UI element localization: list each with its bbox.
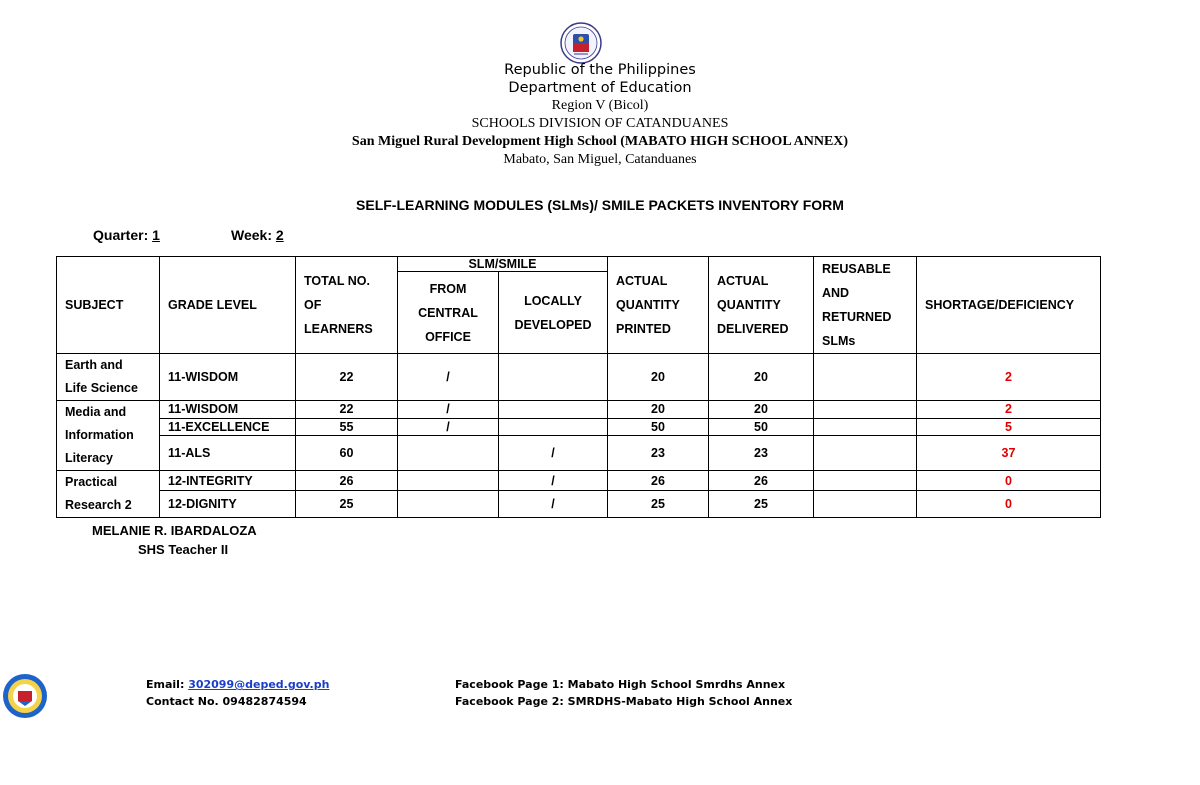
grade-cell: 12-INTEGRITY bbox=[160, 471, 296, 491]
header-subject: SUBJECT bbox=[57, 257, 160, 354]
subject-cell: Earth and Life Science bbox=[57, 354, 160, 401]
footer-contact-number: Contact No. 09482874594 bbox=[146, 695, 307, 708]
reusable-cell bbox=[814, 354, 917, 401]
week-field bbox=[231, 227, 284, 243]
quarter-value: 1 bbox=[152, 227, 160, 243]
deped-seal-logo bbox=[560, 22, 602, 64]
header-actual-delivered: ACTUAL QUANTITY DELIVERED bbox=[709, 257, 814, 354]
header-grade-level: GRADE LEVEL bbox=[160, 257, 296, 354]
central-cell bbox=[398, 491, 499, 518]
learners-cell: 26 bbox=[296, 471, 398, 491]
footer-facebook bbox=[455, 676, 792, 710]
learners-cell: 55 bbox=[296, 418, 398, 436]
header-address: Mabato, San Miguel, Catanduanes bbox=[503, 152, 697, 167]
shortage-cell: 2 bbox=[917, 354, 1101, 401]
inventory-table bbox=[56, 256, 1101, 518]
local-cell: / bbox=[499, 491, 608, 518]
subject-cell: Media and Information Literacy bbox=[57, 401, 160, 471]
local-cell bbox=[499, 418, 608, 436]
central-cell bbox=[398, 436, 499, 471]
reusable-cell bbox=[814, 491, 917, 518]
table-row bbox=[57, 471, 1101, 491]
table-row bbox=[57, 401, 1101, 419]
delivered-cell: 23 bbox=[709, 436, 814, 471]
printed-cell: 25 bbox=[608, 491, 709, 518]
central-cell: / bbox=[398, 401, 499, 419]
header-from-central: FROM CENTRAL OFFICE bbox=[398, 272, 499, 354]
printed-cell: 23 bbox=[608, 436, 709, 471]
week-value: 2 bbox=[275, 227, 284, 243]
printed-cell: 20 bbox=[608, 401, 709, 419]
grade-cell: 12-DIGNITY bbox=[160, 491, 296, 518]
learners-cell: 25 bbox=[296, 491, 398, 518]
footer-facebook-1: Facebook Page 1: Mabato High School Smrdhs Annex bbox=[455, 678, 786, 691]
header-region: Region V (Bicol) bbox=[551, 98, 649, 113]
local-cell: / bbox=[499, 471, 608, 491]
learners-cell: 22 bbox=[296, 354, 398, 401]
grade-cell: 11-WISDOM bbox=[160, 401, 296, 419]
table-row bbox=[57, 418, 1101, 436]
header-shortage: SHORTAGE/DEFICIENCY bbox=[917, 257, 1101, 354]
header-reusable: REUSABLE AND RETURNED SLMs bbox=[814, 257, 917, 354]
table-row bbox=[57, 491, 1101, 518]
signatory-name: MELANIE R. IBARDALOZA bbox=[92, 523, 257, 538]
header-actual-printed: ACTUAL QUANTITY PRINTED bbox=[608, 257, 709, 354]
week-label: Week: bbox=[231, 227, 272, 243]
learners-cell: 22 bbox=[296, 401, 398, 419]
email-link[interactable]: 302099@deped.gov.ph bbox=[188, 678, 330, 691]
grade-cell: 11-EXCELLENCE bbox=[160, 418, 296, 436]
local-cell bbox=[499, 401, 608, 419]
header-locally-developed: LOCALLY DEVELOPED bbox=[499, 272, 608, 354]
footer-contact bbox=[146, 676, 329, 710]
reusable-cell bbox=[814, 418, 917, 436]
local-cell bbox=[499, 354, 608, 401]
school-seal-logo bbox=[2, 673, 48, 719]
table-row bbox=[57, 436, 1101, 471]
reusable-cell bbox=[814, 401, 917, 419]
printed-cell: 50 bbox=[608, 418, 709, 436]
footer-facebook-2: Facebook Page 2: SMRDHS-Mabato High School Annex bbox=[455, 695, 793, 708]
printed-cell: 20 bbox=[608, 354, 709, 401]
header-republic: Republic of the Philippines bbox=[504, 62, 696, 78]
header-total-learners: TOTAL NO. OF LEARNERS bbox=[296, 257, 398, 354]
delivered-cell: 20 bbox=[709, 401, 814, 419]
reusable-cell bbox=[814, 471, 917, 491]
email-label: Email: bbox=[146, 678, 185, 691]
local-cell: / bbox=[499, 436, 608, 471]
central-cell: / bbox=[398, 418, 499, 436]
shortage-cell: 2 bbox=[917, 401, 1101, 419]
table-row bbox=[57, 354, 1101, 401]
footer-email-line bbox=[146, 676, 329, 693]
learners-cell: 60 bbox=[296, 436, 398, 471]
header-slm-smile: SLM/SMILE bbox=[398, 257, 608, 272]
grade-cell: 11-WISDOM bbox=[160, 354, 296, 401]
header-school: San Miguel Rural Development High School (MABATO HIGH SCHOOL ANNEX) bbox=[351, 134, 849, 149]
quarter-label: Quarter: bbox=[93, 227, 149, 243]
delivered-cell: 50 bbox=[709, 418, 814, 436]
delivered-cell: 20 bbox=[709, 354, 814, 401]
central-cell: / bbox=[398, 354, 499, 401]
shortage-cell: 37 bbox=[917, 436, 1101, 471]
quarter-field bbox=[93, 227, 160, 243]
delivered-cell: 25 bbox=[709, 491, 814, 518]
signatory-title: SHS Teacher II bbox=[138, 542, 229, 557]
shortage-cell: 5 bbox=[917, 418, 1101, 436]
subject-cell: Practical Research 2 bbox=[57, 471, 160, 518]
shortage-cell: 0 bbox=[917, 491, 1101, 518]
header-division: SCHOOLS DIVISION OF CATANDUANES bbox=[471, 116, 729, 131]
grade-cell: 11-ALS bbox=[160, 436, 296, 471]
delivered-cell: 26 bbox=[709, 471, 814, 491]
printed-cell: 26 bbox=[608, 471, 709, 491]
form-title: SELF-LEARNING MODULES (SLMs)/ SMILE PACKETS INVENTORY FORM bbox=[356, 197, 844, 213]
header-department: Department of Education bbox=[508, 80, 692, 96]
central-cell bbox=[398, 471, 499, 491]
reusable-cell bbox=[814, 436, 917, 471]
shortage-cell: 0 bbox=[917, 471, 1101, 491]
